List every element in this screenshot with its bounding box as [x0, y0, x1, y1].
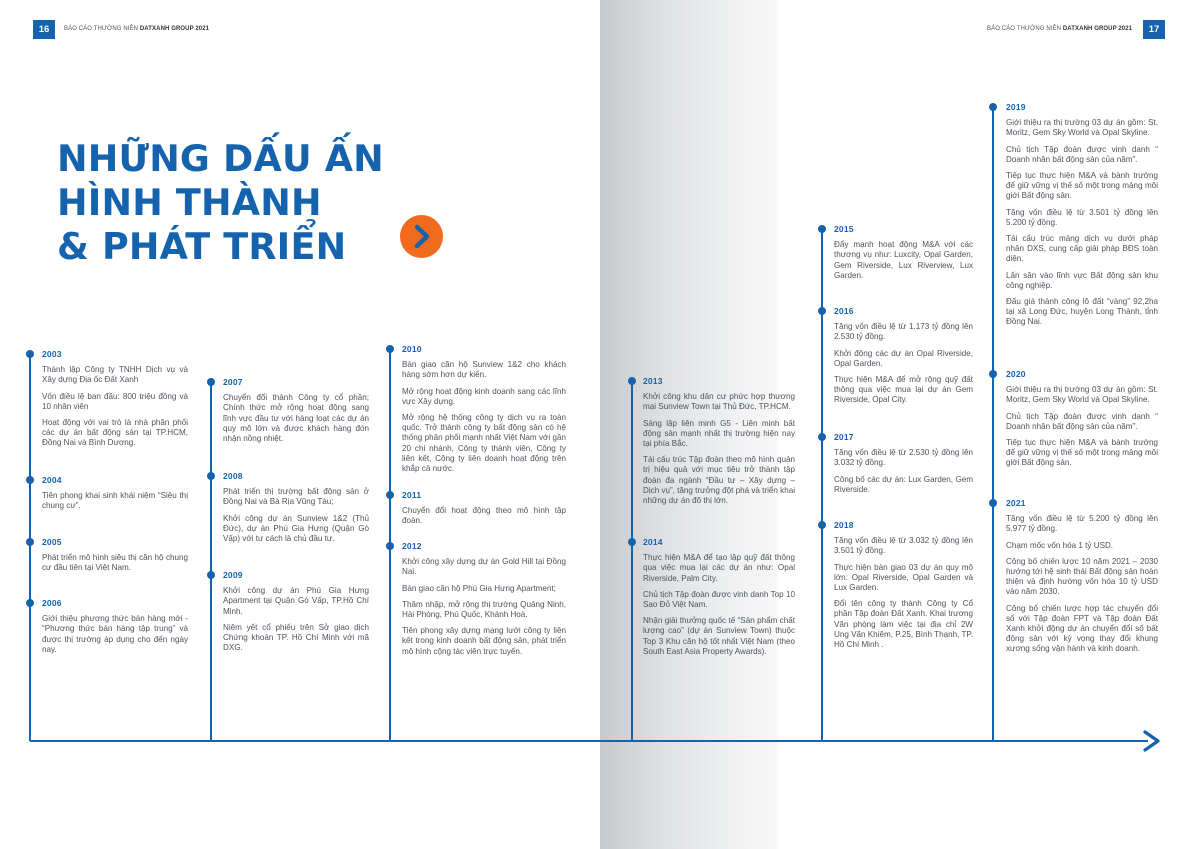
milestone-text: Chuyển đổi hoạt động theo mô hình tập đoàn.	[402, 506, 566, 526]
milestone-2020	[1006, 369, 1158, 475]
milestone-year: 2020	[1006, 369, 1026, 379]
milestone-text: Tăng vốn điều lệ từ 3.032 tỷ đồng lên 3.501 tỷ đồng.	[834, 536, 973, 556]
milestone-text: Chạm mốc vốn hóa 1 tỷ USD.	[1006, 540, 1114, 550]
timeline-column-line	[631, 381, 633, 741]
milestone-2006	[42, 598, 188, 661]
milestone-text: Tiếp tục thực hiện M&A và bành trướng để giữ vững vị thế số một trong mảng môi giới Bất động sản.	[1006, 438, 1158, 468]
report-prefix: BÁO CÁO THƯỜNG NIÊN	[64, 26, 139, 32]
milestone-2004	[42, 475, 188, 518]
report-brand: DATXANH GROUP 2021	[139, 26, 210, 32]
milestone-text: Thực hiện M&A để mở rộng quỹ đất thông qua việc mua lại dự án Gem Riverside, Opal City.	[834, 375, 973, 405]
milestone-year: 2012	[402, 541, 422, 551]
milestone-text: Chủ tịch Tập đoàn được vinh danh “ Doanh nhân bất động sản của năm”.	[1006, 411, 1158, 431]
milestone-text: Phát triển mô hình siêu thị căn hộ chung cư đầu tiên tại Việt Nam.	[42, 553, 188, 573]
milestone-text: Chủ tịch Tập đoàn được vinh danh “ Doanh nhân bất động sản của năm”.	[1006, 144, 1158, 164]
milestone-text: Chủ tịch Tập đoàn được vinh danh Top 10 Sao Đỏ Việt Nam.	[643, 589, 795, 610]
timeline-column-line	[210, 382, 212, 741]
milestone-text: Đổi tên công ty thành Công ty Cổ phần Tập đoàn Đất Xanh. Khai trương Văn phòng làm việc tại địa chỉ 2W Ung Văn Khiêm, P.25, Bình Thạnh, TP. Hồ Chí Minh .	[834, 599, 973, 650]
milestone-2005	[42, 537, 188, 580]
next-arrow-button[interactable]	[400, 215, 443, 258]
milestone-text: Giới thiệu ra thị trường 03 dự án gồm: St. Moritz, Gem Sky World và Opal Skyline.	[1006, 385, 1158, 405]
milestone-2007	[223, 377, 369, 450]
timeline-dot	[207, 571, 215, 579]
milestone-text: Sáng lập liên minh G5 - Liên minh bất động sản mạnh nhất thị trường hiện nay tại phía Bắc.	[643, 418, 795, 449]
right-page-number: 17	[1143, 20, 1165, 39]
timeline-dot	[628, 538, 636, 546]
timeline-dot	[628, 377, 636, 385]
milestone-year: 2004	[42, 475, 62, 485]
milestone-text: Đẩy mạnh hoạt động M&A với các thương vụ như: Luxcity, Opal Garden, Gem Riverside, Lux Riverview, Lux Garden.	[834, 240, 973, 280]
milestone-2011	[402, 490, 566, 533]
timeline-dot	[207, 472, 215, 480]
milestone-text: Tăng vốn điều lệ từ 5.200 tỷ đồng lên 5.977 tỷ đồng.	[1006, 514, 1158, 534]
milestone-text: Thực hiện bàn giao 03 dự án quy mô lớn: Opal Riverside, Opal Garden và Lux Garden.	[834, 562, 973, 593]
milestone-text: Khởi công dự án Sunview 1&2 (Thủ Đức), dự án Phú Gia Hưng (Quận Gò Vấp) với tư cách là chủ đầu tư.	[223, 513, 369, 544]
milestone-text: Tiên phong xây dựng mạng lưới công ty liên kết trong kinh doanh bất động sản, phát triển mô hình cộng tác viên trực tuyến.	[402, 626, 566, 656]
milestone-text: Thực hiện M&A để tạo lập quỹ đất thông qua việc mua lại các dự án như: Opal Riverside, Palm City.	[643, 553, 795, 583]
milestone-text: Nhận giải thưởng quốc tế “Sản phẩm chất lượng cao” (dự án Sunview Town) thuộc Top 3 Khu căn hộ tốt nhất Việt Nam (theo South East Asia Property Awards).	[643, 616, 795, 656]
timeline-dot	[207, 378, 215, 386]
milestone-2009	[223, 570, 369, 659]
page-title	[57, 137, 384, 269]
timeline-dot	[26, 599, 34, 607]
milestone-year: 2018	[834, 520, 854, 530]
milestone-text: Bàn giao căn hộ Phú Gia Hưng Apartment;	[402, 583, 556, 593]
milestone-text: Công bố chiến lược hợp tác chuyển đổi số với Tập đoàn FPT và Tập đoàn Đất Xanh khởi động dự án chuyển đổi số bất động sản với kỳ vọng thay đổi khung xương sống vận hành và kinh doanh.	[1006, 603, 1158, 654]
timeline-dot	[818, 307, 826, 315]
milestone-year: 2010	[402, 344, 422, 354]
milestone-text: Khởi công xây dựng dự án Gold Hill tại Đồng Nai.	[402, 557, 566, 577]
left-page-number: 16	[33, 20, 55, 39]
milestone-2012	[402, 541, 566, 663]
timeline-column-line	[821, 229, 823, 741]
timeline-dot	[818, 433, 826, 441]
milestone-2015	[834, 224, 973, 287]
milestone-text: Thành lập Công ty TNHH Dịch vụ và Xây dựng Địa ốc Đất Xanh	[42, 365, 188, 385]
report-brand: DATXANH GROUP 2021	[1062, 26, 1133, 32]
milestone-text: Tăng vốn điều lệ từ 2.530 tỷ đồng lên 3.032 tỷ đồng.	[834, 448, 973, 468]
milestone-year: 2005	[42, 537, 62, 547]
milestone-year: 2019	[1006, 102, 1026, 112]
right-running-header	[987, 26, 1132, 32]
milestone-text: Hoạt động với vai trò là nhà phân phối các dự án bất động sản tại TP.HCM, Đồng Nai và Bình Dương.	[42, 418, 188, 448]
milestone-year: 2015	[834, 224, 854, 234]
timeline-dot	[989, 499, 997, 507]
milestone-text: Tái cấu trúc Tập đoàn theo mô hình quản trị hiệu quả với mục tiêu trở thành tập đoàn đa ngành “Đầu tư – Xây dựng – Dịch vụ”, tăng trưởng đột phá và triển khai những dự án đô thị lớn.	[643, 455, 795, 506]
milestone-text: Mở rộng hệ thống công ty dịch vụ ra toàn quốc. Trở thành công ty bất động sản có hệ thống phân phối mạnh nhất Việt Nam với gần 20 chi nhánh, Công ty thành viên, Công ty liên kết, Công ty liên doanh hoạt động trên khắp cả nước.	[402, 413, 566, 474]
milestone-text: Vốn điều lệ ban đầu: 800 triệu đồng và 10 nhân viên	[42, 391, 188, 411]
timeline-column-line	[29, 354, 31, 741]
milestone-2008	[223, 471, 369, 550]
timeline-dot	[818, 521, 826, 529]
timeline-dot	[386, 491, 394, 499]
title-line: HÌNH THÀNH	[57, 181, 322, 224]
milestone-text: Giới thiệu phương thức bán hàng mới - “Phương thức bán hàng tập trung” và được thị trường áp dụng cho đến ngày nay.	[42, 614, 188, 654]
milestone-year: 2016	[834, 306, 854, 316]
milestone-text: Thâm nhập, mở rộng thị trường Quảng Ninh, Hải Phòng, Phú Quốc, Khánh Hoà.	[402, 599, 566, 620]
milestone-year: 2009	[223, 570, 243, 580]
timeline-dot	[818, 225, 826, 233]
milestone-text: Tiên phong khai sinh khái niệm “Siêu thị chung cư”.	[42, 491, 188, 511]
milestone-text: Niêm yết cổ phiếu trên Sở giao dịch Chứng khoán TP. Hồ Chí Minh với mã DXG.	[223, 622, 369, 653]
milestone-text: Phát triển thị trường bất động sản ở Đồng Nai và Bà Rịa Vũng Tàu;	[223, 487, 369, 507]
milestone-year: 2008	[223, 471, 243, 481]
milestone-year: 2007	[223, 377, 243, 387]
timeline-dot	[386, 542, 394, 550]
milestone-year: 2017	[834, 432, 854, 442]
milestone-2014	[643, 537, 795, 663]
milestone-2010	[402, 344, 566, 480]
milestone-text: Công bố các dự án: Lux Garden, Gem Riverside.	[834, 474, 973, 494]
milestone-2013	[643, 376, 795, 512]
title-line: & PHÁT TRIỂN	[57, 225, 347, 268]
milestone-year: 2011	[402, 490, 422, 500]
arrow-right-icon	[1141, 729, 1163, 753]
title-line: NHỮNG DẤU ẤN	[57, 137, 384, 180]
milestone-2018	[834, 520, 973, 656]
milestone-2017	[834, 432, 973, 501]
milestone-text: Khởi công dự án Phú Gia Hưng Apartment tại Quận Gò Vấp, TP.Hồ Chí Minh.	[223, 586, 369, 616]
milestone-text: Khởi công khu dân cư phức hợp thương mại Sunview Town tại Thủ Đức, TP.HCM.	[643, 392, 795, 412]
timeline-dot	[989, 103, 997, 111]
left-running-header	[64, 26, 209, 32]
milestone-text: Đấu giá thành công lô đất “vàng” 92,2ha tại xã Long Đức, huyện Long Thành, tỉnh Đồng Nai.	[1006, 297, 1158, 327]
milestone-year: 2013	[643, 376, 663, 386]
milestone-year: 2014	[643, 537, 663, 547]
milestone-text: Tiếp tục thực hiện M&A và bành trướng để giữ vững vị thế số một trong mảng môi giới Bất động sản.	[1006, 171, 1158, 201]
timeline-dot	[26, 350, 34, 358]
milestone-text: Tăng vốn điều lệ từ 1.173 tỷ đồng lên 2.530 tỷ đồng.	[834, 322, 973, 342]
timeline-dot	[26, 476, 34, 484]
milestone-text: Tái cấu trúc mảng dịch vụ dưới pháp nhân DXS, cung cấp giải pháp BĐS toàn diện.	[1006, 234, 1158, 264]
milestone-text: Tăng vốn điều lệ từ 3.501 tỷ đồng lên 5.200 tỷ đồng.	[1006, 207, 1158, 227]
timeline-column-line	[992, 107, 994, 741]
milestone-2019	[1006, 102, 1158, 334]
milestone-year: 2003	[42, 349, 62, 359]
milestone-2003	[42, 349, 188, 455]
report-prefix: BÁO CÁO THƯỜNG NIÊN	[987, 26, 1062, 32]
milestone-2016	[834, 306, 973, 412]
milestone-text: Chuyển đổi thành Công ty cổ phần; Chính thức mở rộng hoạt động sang lĩnh vực đầu tư với hàng loạt các dự án quy mô lớn và được khách hàng đón nhận nồng nhiệt.	[223, 393, 369, 444]
milestone-text: Mở rộng hoạt động kinh doanh sang các lĩnh vực Xây dựng.	[402, 386, 566, 406]
chevron-right-icon	[400, 215, 443, 258]
milestone-year: 2021	[1006, 498, 1026, 508]
timeline-dot	[989, 370, 997, 378]
milestone-2021	[1006, 498, 1158, 661]
timeline-axis	[30, 740, 1148, 742]
milestone-text: Bàn giao căn hộ Sunview 1&2 cho khách hàng sớm hơn dự kiến.	[402, 360, 566, 380]
timeline-dot	[386, 345, 394, 353]
timeline-dot	[26, 538, 34, 546]
milestone-year: 2006	[42, 598, 62, 608]
milestone-text: Công bố chiến lược 10 năm 2021 – 2030 hướng tới hệ sinh thái Bất động sản hoàn thiện và định hướng vốn hóa 10 tỷ USD vào năm 2030.	[1006, 556, 1158, 597]
milestone-text: Lấn sân vào lĩnh vực Bất động sản khu công nghiệp.	[1006, 270, 1158, 290]
milestone-text: Giới thiệu ra thị trường 03 dự án gồm: St. Moritz, Gem Sky World và Opal Skyline.	[1006, 118, 1158, 138]
milestone-text: Khởi động các dự án Opal Riverside, Opal Garden.	[834, 348, 973, 368]
